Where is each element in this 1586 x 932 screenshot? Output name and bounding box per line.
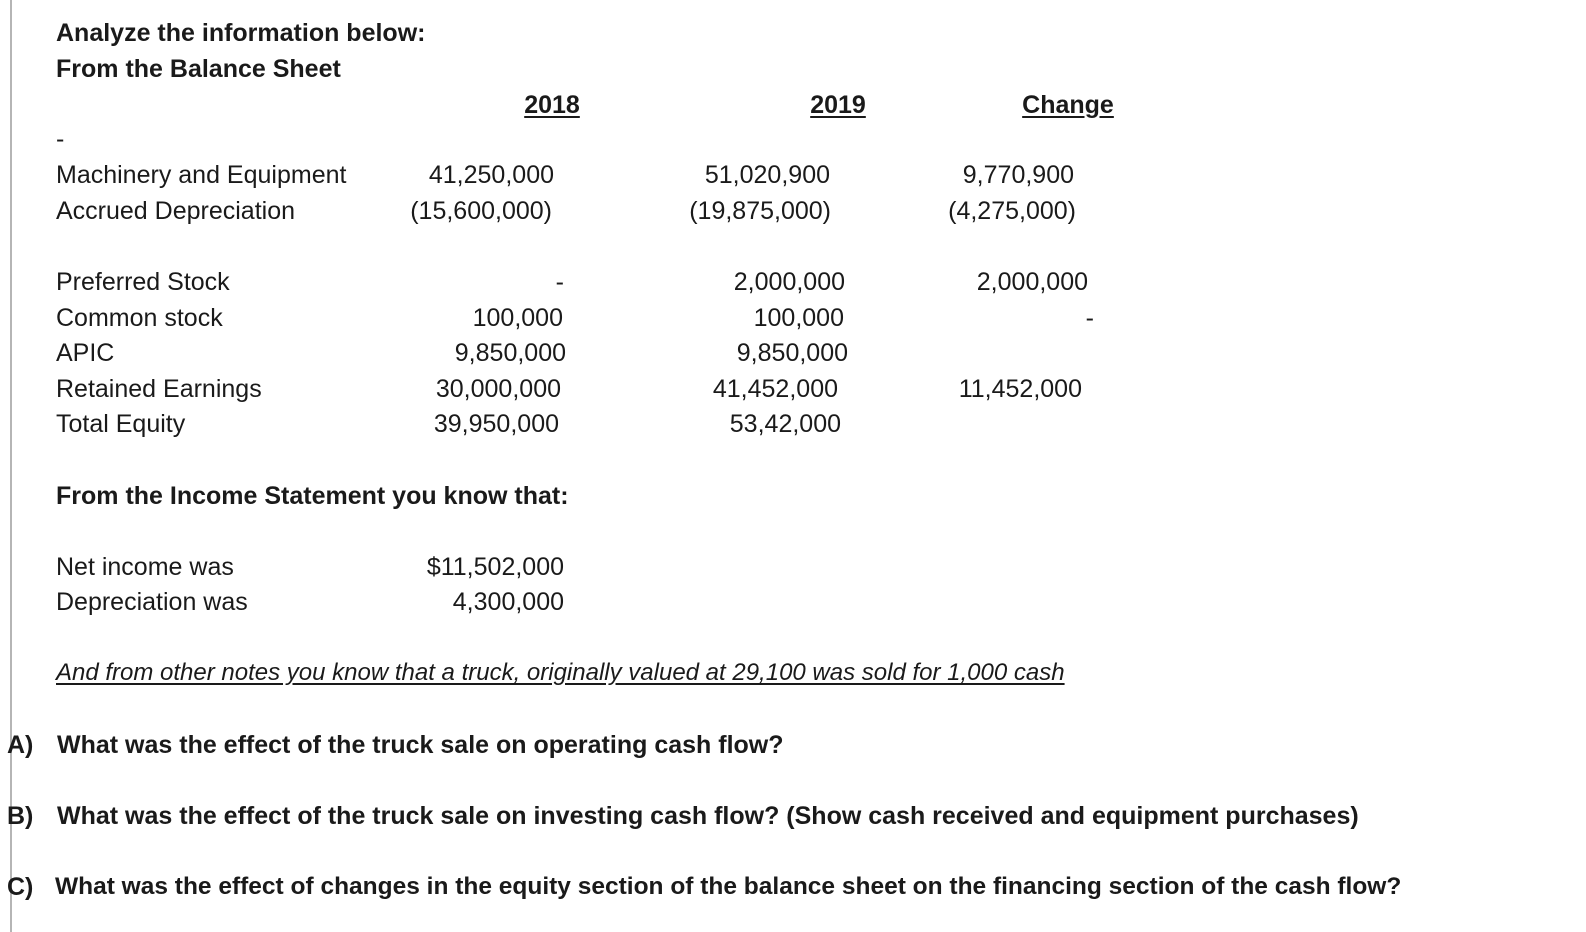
value-2019-accrued-depreciation: (19,875,000) xyxy=(689,197,831,225)
left-border xyxy=(10,0,12,932)
value-2018-total-equity: 39,950,000 xyxy=(433,410,559,438)
stray-dash: - xyxy=(56,125,65,153)
value-change-retained-earnings: 11,452,000 xyxy=(958,375,1082,403)
column-header-change: Change xyxy=(1022,91,1114,119)
row-label-retained-earnings: Retained Earnings xyxy=(56,375,262,403)
value-2018-machinery: 41,250,000 xyxy=(428,161,554,189)
value-2019-apic: 9,850,000 xyxy=(736,339,848,367)
value-change-preferred-stock: 2,000,000 xyxy=(976,268,1088,296)
row-label-accrued-depreciation: Accrued Depreciation xyxy=(56,197,296,225)
row-label-apic: APIC xyxy=(56,339,115,367)
value-2018-common-stock: 100,000 xyxy=(472,304,563,332)
row-label-preferred-stock: Preferred Stock xyxy=(56,268,230,296)
value-2018-retained-earnings: 30,000,000 xyxy=(435,375,561,403)
truck-sale-note: And from other notes you know that a truck, originally valued at 29,100 was sold for 1,000 cash xyxy=(56,659,1065,686)
column-header-2019: 2019 xyxy=(810,91,866,119)
value-2018-apic: 9,850,000 xyxy=(454,339,566,367)
row-label-common-stock: Common stock xyxy=(56,304,223,332)
question-b-text: What was the effect of the truck sale on investing cash flow? (Show cash received and equipment purchases) xyxy=(57,802,1359,830)
balance-sheet-heading: From the Balance Sheet xyxy=(56,55,341,83)
row-label-machinery: Machinery and Equipment xyxy=(56,161,347,189)
value-2019-retained-earnings: 41,452,000 xyxy=(712,375,838,403)
income-label-net-income: Net income was xyxy=(56,553,234,581)
value-change-accrued-depreciation: (4,275,000) xyxy=(948,197,1076,225)
page-title: Analyze the information below: xyxy=(56,19,426,47)
column-header-2018: 2018 xyxy=(524,91,580,119)
question-a-letter: A) xyxy=(7,731,34,759)
value-2019-common-stock: 100,000 xyxy=(753,304,844,332)
question-b-letter: B) xyxy=(7,802,34,830)
income-label-depreciation: Depreciation was xyxy=(56,588,248,616)
income-value-depreciation: 4,300,000 xyxy=(452,588,564,616)
income-value-net-income: $11,502,000 xyxy=(426,553,564,581)
row-label-total-equity: Total Equity xyxy=(56,410,186,438)
income-statement-heading: From the Income Statement you know that: xyxy=(56,482,569,510)
value-2019-preferred-stock: 2,000,000 xyxy=(733,268,845,296)
value-2018-preferred-stock: - xyxy=(555,268,564,296)
value-2018-accrued-depreciation: (15,600,000) xyxy=(410,197,552,225)
value-2019-total-equity: 53,42,000 xyxy=(729,410,841,438)
value-change-common-stock: - xyxy=(1085,304,1094,332)
question-a-text: What was the effect of the truck sale on operating cash flow? xyxy=(57,731,784,759)
value-2019-machinery: 51,020,900 xyxy=(704,161,830,189)
question-c-letter: C) xyxy=(7,873,34,901)
value-change-machinery: 9,770,900 xyxy=(962,161,1074,189)
question-c-text: What was the effect of changes in the equity section of the balance sheet on the financing section of the cash flow? xyxy=(55,873,1402,900)
